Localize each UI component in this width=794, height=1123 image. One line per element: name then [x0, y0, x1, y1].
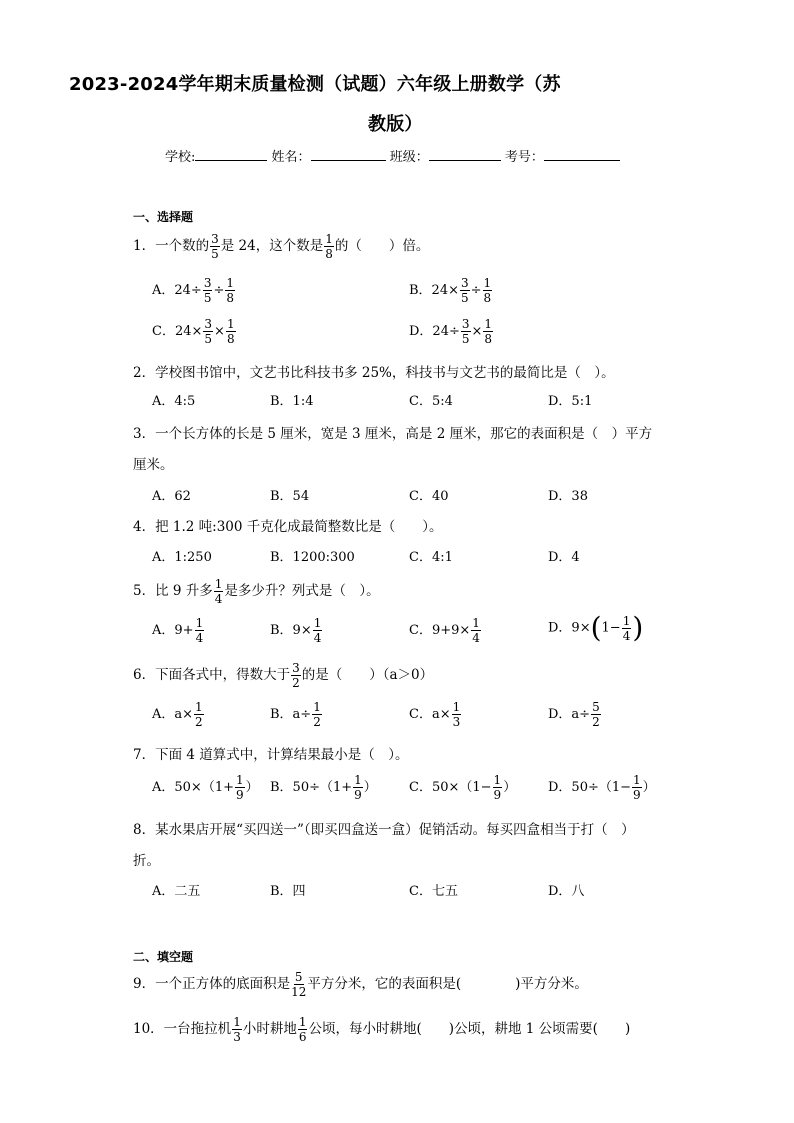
q1-fraction-2: $\frac{1}{8}$ [325, 232, 333, 261]
q1-text-1: 1．一个数的 [133, 238, 210, 254]
question-8-line1: 8．某水果店开展“买四送一”（即买四盒送一盒）促销活动。每买四盒相当于打（ ） [133, 822, 635, 838]
q7-option-d[interactable]: D．50÷（1− $\frac{1}{9}$ ） [548, 773, 656, 802]
q6-option-b[interactable]: B．a÷ $\frac{1}{2}$ [270, 700, 321, 729]
q6-fraction: $\frac{3}{2}$ [292, 661, 300, 690]
q4-option-c[interactable]: C．4:1 [409, 550, 453, 565]
q2-option-d[interactable]: D．5:1 [548, 394, 593, 409]
q6-option-c[interactable]: C．a× $\frac{1}{3}$ [409, 700, 461, 729]
number-label: 考号： [504, 150, 544, 165]
q7-option-c[interactable]: C．50×（1− $\frac{1}{9}$ ） [409, 773, 517, 802]
name-blank[interactable] [311, 148, 386, 161]
q3-option-a[interactable]: A．62 [152, 489, 191, 504]
class-blank[interactable] [429, 148, 501, 161]
q8-option-d[interactable]: D．八 [548, 884, 585, 899]
q5-option-a[interactable]: A．9+ $\frac{1}{4}$ [152, 616, 204, 645]
number-blank[interactable] [544, 148, 620, 161]
q8-option-c[interactable]: C．七五 [409, 884, 458, 899]
section-title-fill: 二、填空题 [133, 950, 194, 964]
q6-option-d[interactable]: D．a÷ $\frac{5}{2}$ [548, 700, 600, 729]
question-3-line1: 3．一个长方体的长是 5 厘米，宽是 3 厘米，高是 2 厘米，那它的表面积是（ ）平方 [133, 426, 653, 442]
question-7: 7．下面 4 道算式中，计算结果最小是（ ）。 [133, 747, 409, 763]
q10-fraction-2: $\frac{1}{6}$ [298, 1015, 307, 1044]
name-label: 姓名： [271, 150, 311, 165]
question-2: 2．学校图书馆中，文艺书比科技书多 25%，科技书与文艺书的最简比是（ ）。 [133, 365, 615, 381]
class-label: 班级： [389, 150, 429, 165]
q8-option-a[interactable]: A．二五 [152, 884, 201, 899]
q4-option-d[interactable]: D．4 [548, 550, 580, 565]
q1-option-c[interactable]: C．24× $\frac{3}{5}$ × $\frac{1}{8}$ [152, 317, 235, 346]
q1-fraction-1: $\frac{3}{5}$ [211, 232, 219, 261]
q5-option-b[interactable]: B．9× $\frac{1}{4}$ [270, 616, 322, 645]
question-9: 9．一个正方体的底面积是 $\frac{5}{12}$ 平方分米，它的表面积是( )平方分米。 [133, 970, 588, 999]
q10-fraction-1: $\frac{1}{3}$ [233, 1015, 241, 1044]
q8-option-b[interactable]: B．四 [270, 884, 306, 899]
question-1 [133, 233, 429, 260]
question-6: 6．下面各式中，得数大于 $\frac{3}{2}$ 的是（ ）（a＞0） [133, 661, 434, 690]
q5-option-c[interactable]: C．9+9× $\frac{1}{4}$ [409, 616, 480, 645]
q4-option-a[interactable]: A．1:250 [152, 550, 212, 565]
q1-text-3: 的（ ）倍。 [334, 238, 430, 254]
question-10: 10．一台拖拉机 $\frac{1}{3}$ 小时耕地 $\frac{1}{6}$ 公顷，每小时耕地( )公顷，耕地 1 公顷需要( ) [133, 1015, 631, 1044]
question-8-line2: 折。 [133, 853, 160, 869]
school-label: 学校: [165, 150, 196, 165]
q1-option-d[interactable]: D．24÷ $\frac{3}{5}$ × $\frac{1}{8}$ [409, 317, 493, 346]
school-blank[interactable] [195, 148, 267, 161]
student-info-row [165, 146, 620, 165]
question-5: 5．比 9 升多 $\frac{1}{4}$ 是多少升？列式是（ ）。 [133, 577, 380, 606]
q9-fraction: $\frac{5}{12}$ [291, 970, 307, 999]
page-title-line2: 教版） [368, 114, 423, 135]
question-4: 4．把 1.2 吨:300 千克化成最简整数比是（ ）。 [133, 519, 443, 535]
q1-option-a[interactable]: A．24÷ $\frac{3}{5}$ ÷ $\frac{1}{8}$ [152, 276, 235, 305]
q1-text-2: 是 24，这个数是 [220, 238, 324, 254]
section-title-choice: 一、选择题 [133, 210, 194, 224]
q2-option-a[interactable]: A．4:5 [152, 394, 196, 409]
q5-option-d[interactable]: D．9×(1− $\frac{1}{4}$ ) [548, 611, 644, 644]
q2-option-c[interactable]: C．5:4 [409, 394, 453, 409]
q2-option-b[interactable]: B．1:4 [270, 394, 314, 409]
q5-fraction: $\frac{1}{4}$ [214, 577, 223, 606]
q7-option-a[interactable]: A．50×（1+ $\frac{1}{9}$ ） [152, 773, 259, 802]
q3-option-c[interactable]: C．40 [409, 489, 449, 504]
q1-option-b[interactable]: B．24× $\frac{3}{5}$ ÷ $\frac{1}{8}$ [409, 276, 492, 305]
q4-option-b[interactable]: B．1200:300 [270, 550, 355, 565]
q6-option-a[interactable]: A．a× $\frac{1}{2}$ [152, 700, 203, 729]
page-title-line1: 2023-2024学年期末质量检测（试题）六年级上册数学（苏 [69, 74, 561, 95]
question-3-line2: 厘米。 [133, 457, 174, 473]
q3-option-d[interactable]: D．38 [548, 489, 588, 504]
q3-option-b[interactable]: B．54 [270, 489, 310, 504]
q7-option-b[interactable]: B．50÷（1+ $\frac{1}{9}$ ） [270, 773, 377, 802]
